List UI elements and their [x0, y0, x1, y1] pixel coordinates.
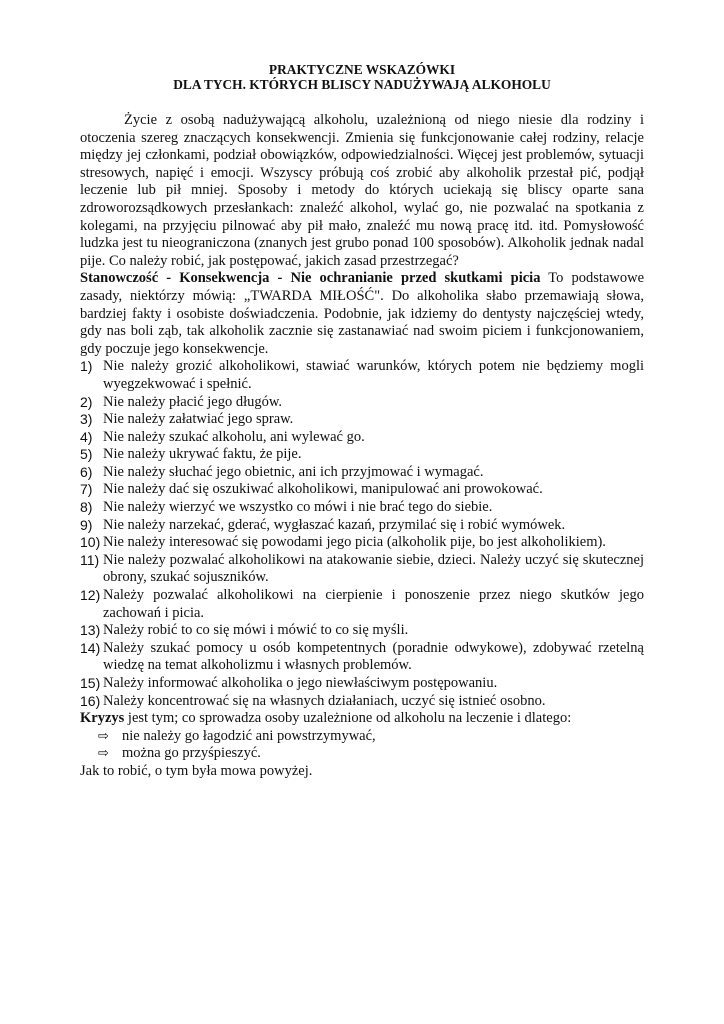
- rule-text: Nie należy wierzyć we wszystko co mówi i nie brać tego do siebie.: [103, 499, 493, 516]
- rule-item: [80, 358, 644, 393]
- arrow-item: [80, 745, 644, 763]
- title-line-1: PRAKTYCZNE WSKAZÓWKI: [268, 62, 456, 77]
- rule-number: 13): [80, 622, 101, 639]
- rule-item: [80, 587, 644, 622]
- principles-text: To podstawowe zasady, niektórzy mówią: „TWARDA MIŁOŚĆ". Do alkoholika słabo przemawiają słowa, bardziej fakty i osobiste doświadczenia. Podobnie, jak idziemy do dentysty najczęściej wtedy, gdy nas boli ząb, tak alkoholik zacznie się zastanawiać nad swoim piciem i funkcjonowaniem, gdy poczuje jego konsekwencje.: [80, 270, 645, 357]
- rule-number: 15): [80, 675, 101, 691]
- rule-item: [80, 429, 644, 447]
- rule-item: [80, 394, 644, 412]
- rule-item: [80, 552, 644, 587]
- rule-number: 10): [80, 534, 101, 551]
- rule-item: [80, 622, 644, 640]
- rule-item: [80, 499, 644, 517]
- rule-number: 16): [80, 692, 101, 709]
- right-arrow-icon: ⇨: [98, 746, 109, 762]
- arrow-item: [80, 728, 644, 746]
- rule-number: 1): [80, 358, 93, 375]
- rule-item: [80, 675, 644, 693]
- rule-text: Nie należy szukać alkoholu, ani wylewać go.: [103, 428, 365, 445]
- right-arrow-icon: ⇨: [98, 728, 109, 744]
- crisis-text: jest tym; co sprowadza osoby uzależnione od alkoholu na leczenie i dlatego:: [124, 710, 572, 727]
- rule-text: Nie należy załatwiać jego spraw.: [103, 411, 294, 428]
- rule-item: [80, 446, 644, 464]
- rule-text: Nie należy pozwalać alkoholikowi na atakowanie siebie, dzieci. Należy uczyć się skutecznej obrony, szukać sojuszników.: [103, 551, 644, 586]
- rule-item: [80, 481, 644, 499]
- rule-item: [80, 534, 644, 552]
- arrows-list: [80, 728, 644, 763]
- document-title: [80, 62, 644, 92]
- rule-number: 9): [80, 516, 93, 533]
- rule-item: [80, 411, 644, 429]
- rule-text: Nie należy ukrywać faktu, że pije.: [103, 446, 302, 463]
- rule-number: 6): [80, 463, 93, 480]
- rule-item: [80, 464, 644, 482]
- rule-text: Nie należy narzekać, gderać, wygłaszać kazań, przymilać się i robić wymówek.: [103, 516, 566, 533]
- rule-text: Nie należy interesować się powodami jego picia (alkoholik pije, bo jest alkoholikiem).: [103, 534, 606, 551]
- crisis-paragraph: [80, 710, 644, 728]
- rule-number: 7): [80, 481, 93, 498]
- rule-number: 12): [80, 587, 101, 604]
- rule-text: Należy informować alkoholika o jego niewłaściwym postępowaniu.: [103, 675, 498, 691]
- rules-list: [80, 358, 644, 710]
- title-line-2: DLA TYCH. KTÓRYCH BLISCY NADUŻYWAJĄ ALKOHOLU: [173, 77, 551, 92]
- rule-number: 4): [80, 428, 93, 445]
- rule-text: Należy szukać pomocy u osób kompetentnych (poradnie odwykowe), zdobywać rzetelną wiedzę na temat alkoholizmu i własnych problemów.: [103, 639, 644, 674]
- rule-number: 14): [80, 639, 101, 656]
- rule-text: Należy robić to co się mówi i mówić to co się myśli.: [103, 622, 409, 639]
- rule-number: 5): [80, 446, 93, 463]
- rule-text: Nie należy płacić jego długów.: [103, 393, 283, 410]
- closing-paragraph: Jak to robić, o tym była mowa powyżej.: [80, 762, 313, 779]
- rule-number: 8): [80, 499, 93, 516]
- rule-item: [80, 640, 644, 675]
- rule-number: 2): [80, 393, 93, 410]
- rule-item: [80, 693, 644, 711]
- principles-heading: Stanowczość - Konsekwencja - Nie ochranianie przed skutkami picia: [80, 270, 541, 287]
- rule-text: Nie należy grozić alkoholikowi, stawiać warunków, których potem nie będziemy mogli wyegzekwować i spełnić.: [103, 358, 644, 392]
- rule-text: Należy pozwalać alkoholikowi na cierpienie i ponoszenie przez niego skutków jego zachowań i picia.: [103, 587, 644, 621]
- rule-text: Należy koncentrować się na własnych działaniach, uczyć się istnieć osobno.: [103, 692, 546, 709]
- arrow-item-text: nie należy go łagodzić ani powstrzymywać,: [122, 727, 376, 744]
- rule-item: [80, 517, 644, 535]
- intro-paragraph: Życie z osobą nadużywającą alkoholu, uzależnioną od niego niesie dla rodziny i otoczenia szereg znaczących konsekwencji. Zmienia się funkcjonowanie całej rodziny, relacje między jej członkami, podział obowiązków, odpowiedzialności. Więcej jest problemów, sytuacji stresowych, napięć i emocji. Wszyscy próbują coś zrobić aby alkoholik przestał pić, podjął leczenie lub pił mniej. Sposoby i metody do których uciekają się bliscy oparte sana zdroworozsądkowych przesłankach: znaleźć alkohol, wylać go, nie pozwalać na spotkania z kolegami, na przyjęciu pilnować aby pił mało, znaleźć mu nową pracę itd. itd. Pomysłowość ludzka jest tu nieograniczona (znanych jest grubo ponad 100 sposobów). Alkoholik jednak nadal pije. Co należy robić, jak postępować, jakich zasad przestrzegać?: [80, 112, 644, 269]
- rule-number: 3): [80, 411, 93, 428]
- principles-paragraph: [80, 270, 644, 358]
- arrow-item-text: można go przyśpieszyć.: [122, 745, 261, 762]
- crisis-heading: Kryzys: [80, 710, 125, 727]
- rule-text: Nie należy słuchać jego obietnic, ani ich przyjmować i wymagać.: [103, 463, 484, 480]
- rule-text: Nie należy dać się oszukiwać alkoholikowi, manipulować ani prowokować.: [103, 481, 543, 498]
- rule-number: 11): [80, 551, 100, 568]
